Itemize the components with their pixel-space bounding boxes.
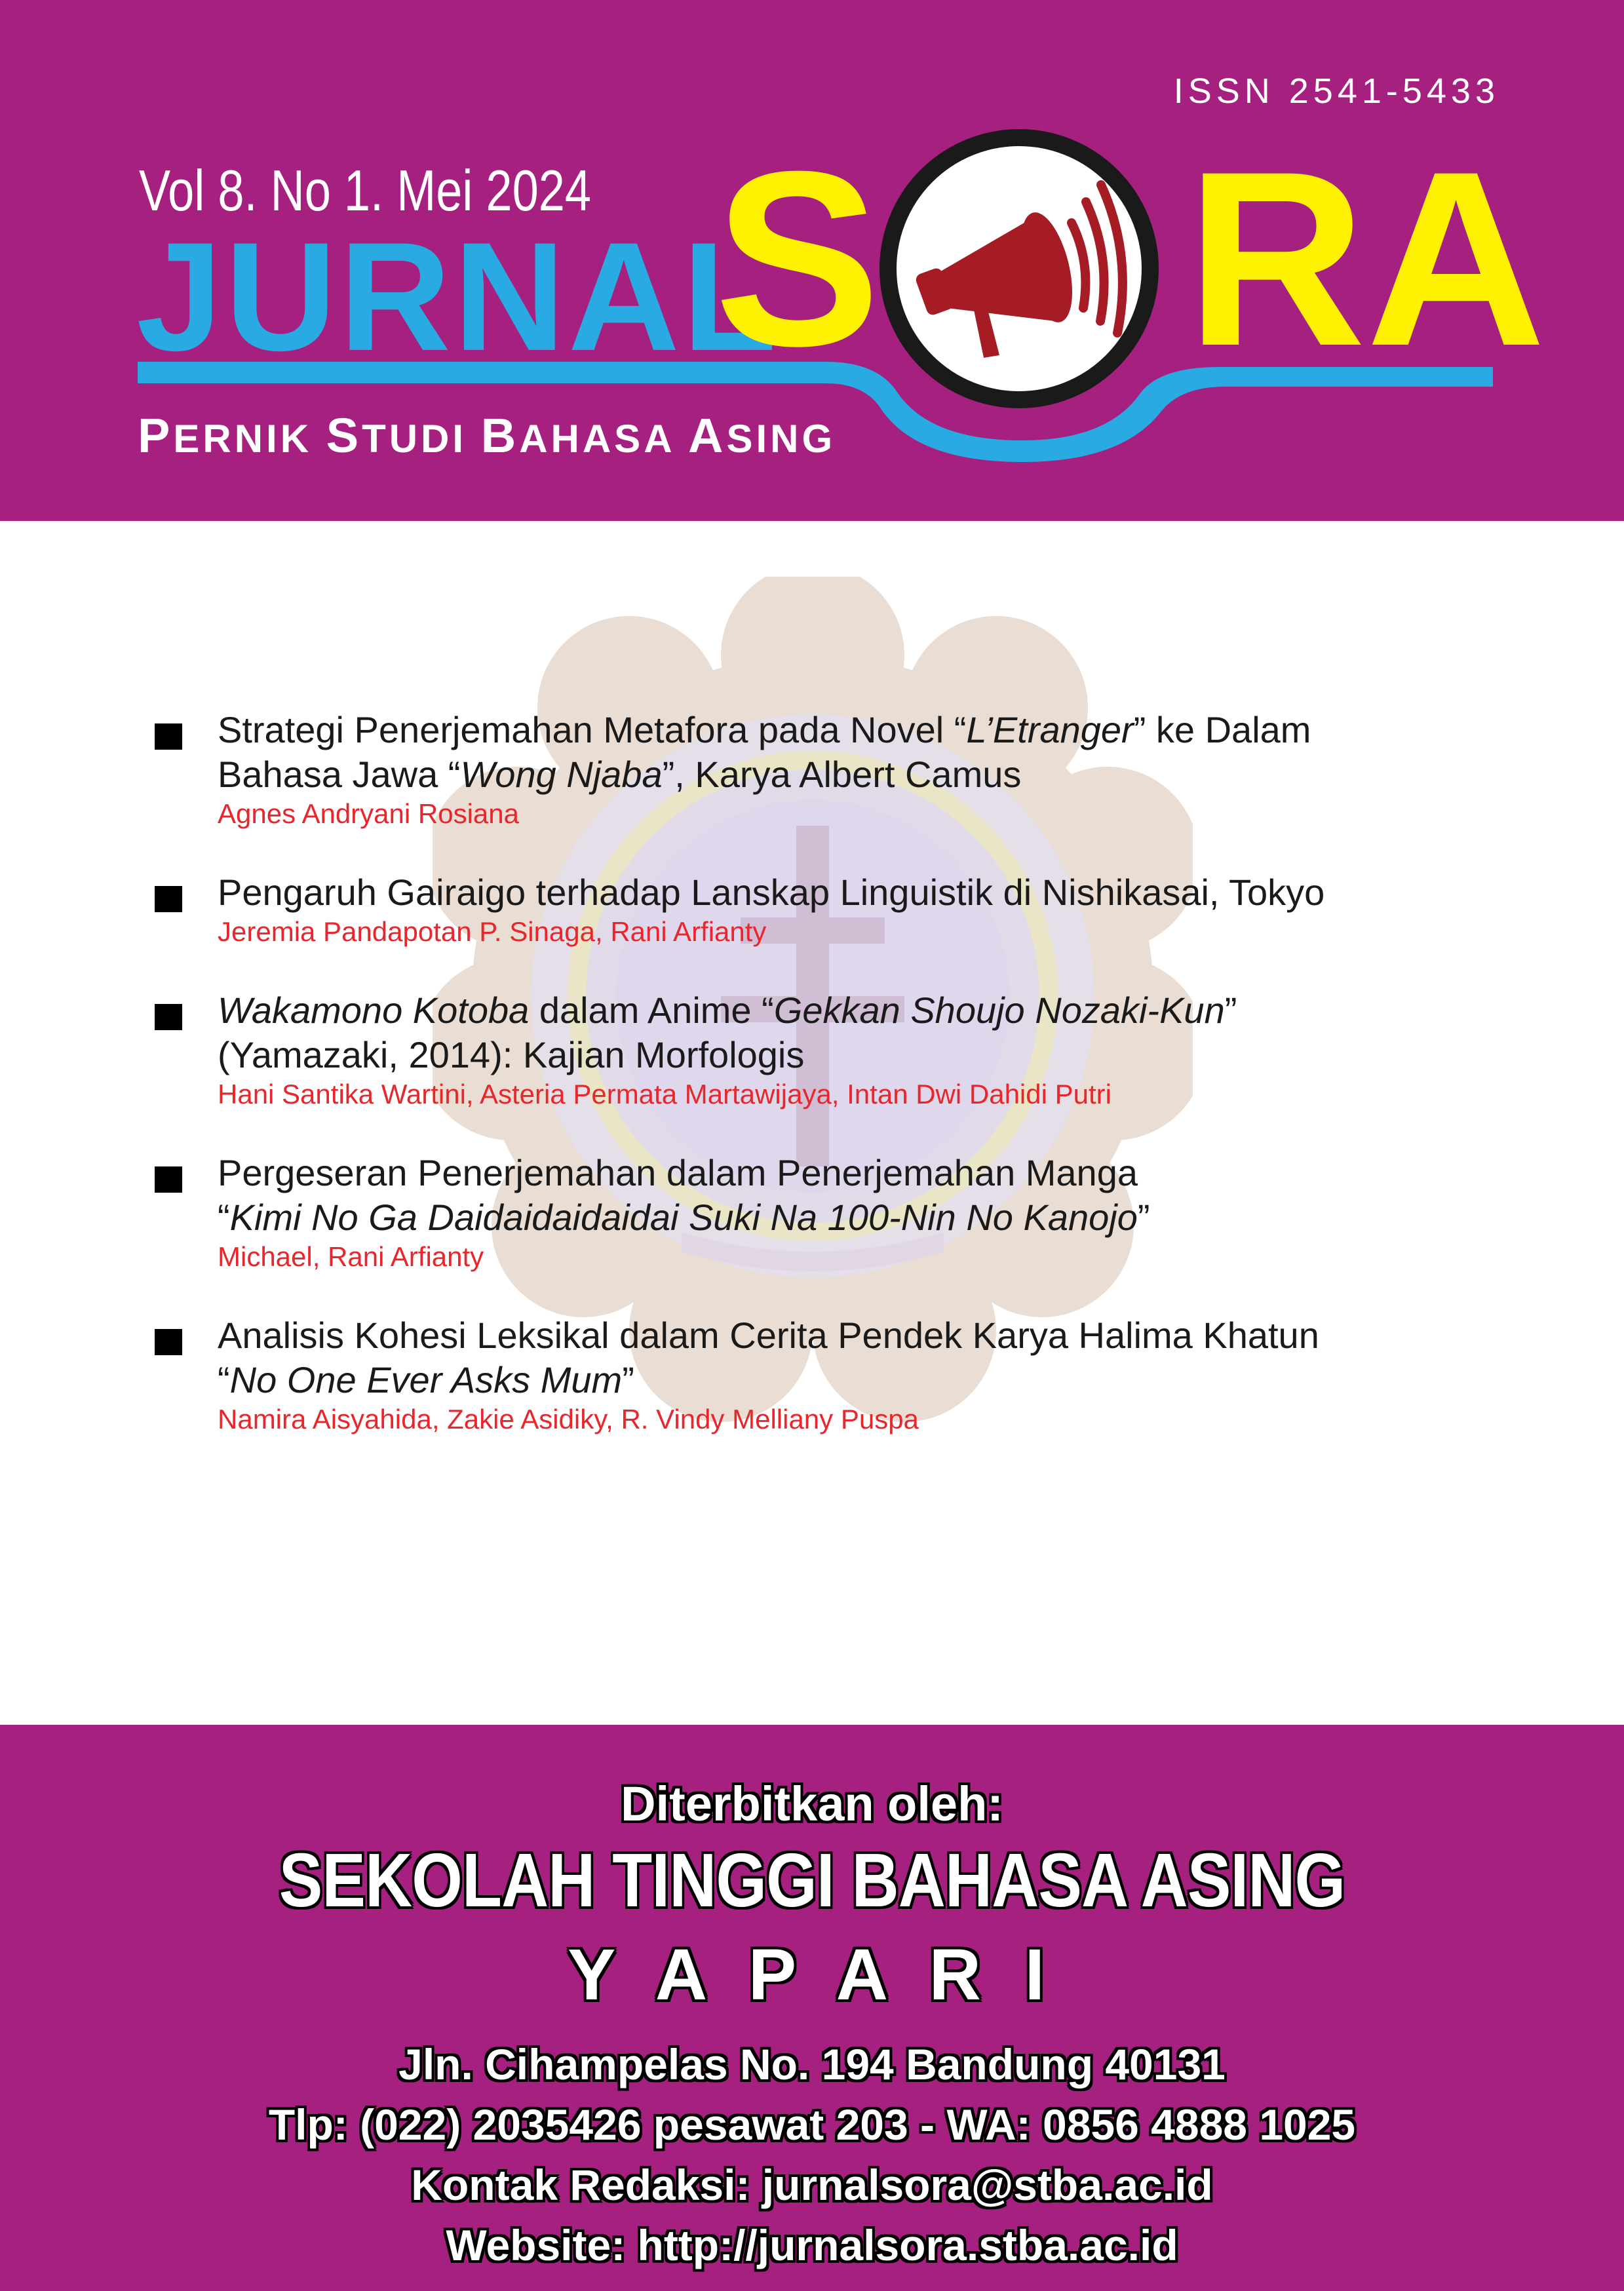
article-title-line2: (Yamazaki, 2014): Kajian Morfologis xyxy=(218,1034,805,1075)
publisher-phone: Tlp: (022) 2035426 pesawat 203 - WA: 0856 4888 1025 xyxy=(268,2100,1356,2149)
article-title-line2: “No One Ever Asks Mum” xyxy=(218,1359,634,1400)
toc-item[interactable] xyxy=(155,1313,1452,1438)
toc-item[interactable] xyxy=(155,988,1452,1113)
article-title: Wakamono Kotoba dalam Anime “Gekkan Shoujo Nozaki-Kun” xyxy=(218,990,1237,1031)
article-authors: Hani Santika Wartini, Asteria Permata Martawijaya, Intan Dwi Dahidi Putri xyxy=(218,1079,1112,1109)
bullet-square-icon xyxy=(155,886,182,912)
article-title: Pengaruh Gairaigo terhadap Lanskap Linguistik di Nishikasai, Tokyo xyxy=(218,872,1325,913)
article-title: Analisis Kohesi Leksikal dalam Cerita Pendek Karya Halima Khatun xyxy=(218,1315,1319,1356)
publisher-footer xyxy=(0,1725,1624,2291)
article-title-line2: “Kimi No Ga Daidaidaidaidai Suki Na 100-Nin No Kanojo” xyxy=(218,1197,1150,1238)
table-of-contents xyxy=(155,708,1452,1476)
article-title-line2: Bahasa Jawa “Wong Njaba”, Karya Albert Camus xyxy=(218,754,1022,795)
article-title: Pergeseran Penerjemahan dalam Penerjemahan Manga xyxy=(218,1152,1138,1193)
cover-header xyxy=(0,0,1624,521)
article-authors: Michael, Rani Arfianty xyxy=(218,1241,484,1272)
toc-item[interactable] xyxy=(155,870,1452,950)
toc-item[interactable] xyxy=(155,1151,1452,1275)
journal-subtitle: PERNIK STUDI BAHASA ASING xyxy=(138,408,836,463)
bullet-square-icon xyxy=(155,1166,182,1193)
publisher-address: Jln. Cihampelas No. 194 Bandung 40131 xyxy=(398,2040,1226,2089)
journal-website-link[interactable]: Website: http://jurnalsora.stba.ac.id xyxy=(446,2221,1178,2269)
article-title: Strategi Penerjemahan Metafora pada Novel “L’Etranger” ke Dalam xyxy=(218,709,1311,750)
article-authors: Namira Aisyahida, Zakie Asidiky, R. Vindy Melliany Puspa xyxy=(218,1404,919,1434)
bullet-square-icon xyxy=(155,723,182,750)
megaphone-icon xyxy=(875,125,1163,413)
editorial-contact-email[interactable]: Kontak Redaksi: jurnalsora@stba.ac.id xyxy=(411,2161,1213,2209)
article-authors: Agnes Andryani Rosiana xyxy=(218,798,519,829)
issn-number: ISSN 2541-5433 xyxy=(1173,71,1499,111)
wordmark-jurnal: JURNAL xyxy=(136,210,780,383)
wordmark-sora-ra: RA xyxy=(1186,119,1546,398)
article-authors: Jeremia Pandapotan P. Sinaga, Rani Arfianty xyxy=(218,916,767,947)
institution-short-name: Y A P A R I xyxy=(567,1935,1057,2015)
institution-name: SEKOLAH TINGGI BAHASA ASING xyxy=(279,1838,1345,1923)
bullet-square-icon xyxy=(155,1329,182,1355)
wordmark-sora-s: S xyxy=(714,119,881,398)
toc-item[interactable] xyxy=(155,708,1452,832)
volume-info: Vol 8. No 1. Mei 2024 xyxy=(139,158,591,223)
bullet-square-icon xyxy=(155,1004,182,1030)
published-by-label: Diterbitkan oleh: xyxy=(621,1777,1003,1831)
